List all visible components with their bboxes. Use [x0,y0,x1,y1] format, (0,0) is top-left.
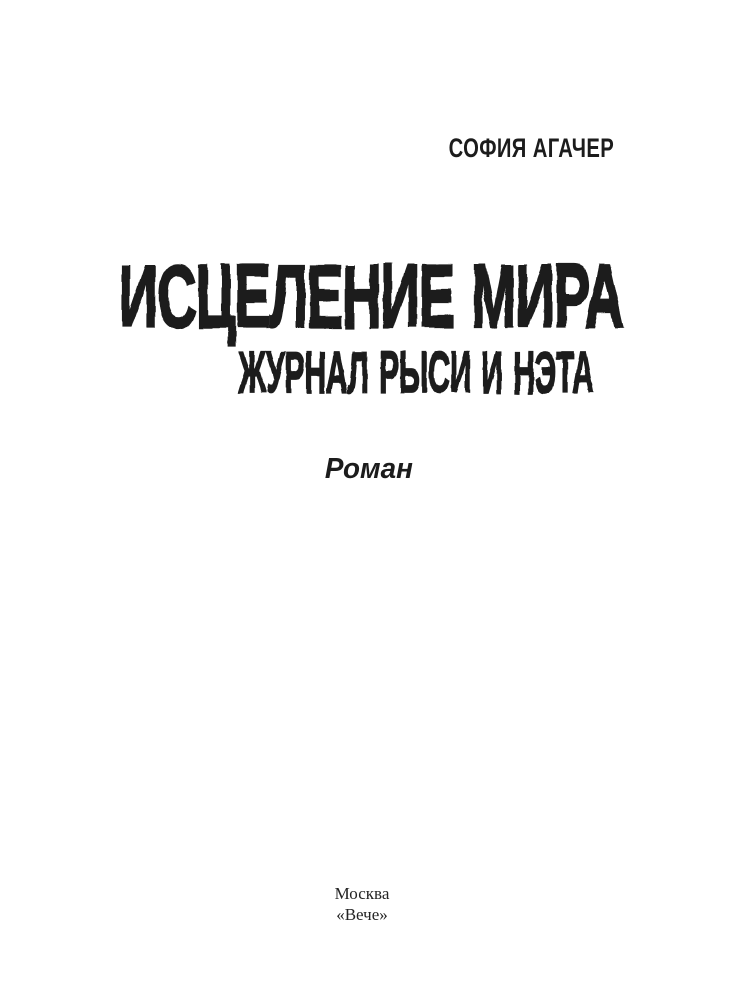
imprint-publisher: «Вече» [336,905,388,924]
imprint-city: Москва [334,884,390,903]
book-subtitle [82,339,750,406]
imprint-block [0,883,750,925]
author-name [421,133,615,163]
book-title-text: ИСЦЕЛЕНИЕ МИРА [119,246,623,346]
genre-label [0,455,750,484]
book-title [0,246,750,346]
book-subtitle-text: ЖУРНАЛ РЫСИ И НЭТА [238,339,594,406]
author-name-text: СОФИЯ АГАЧЕР [448,133,615,163]
genre-label-text: Роман [324,453,414,485]
